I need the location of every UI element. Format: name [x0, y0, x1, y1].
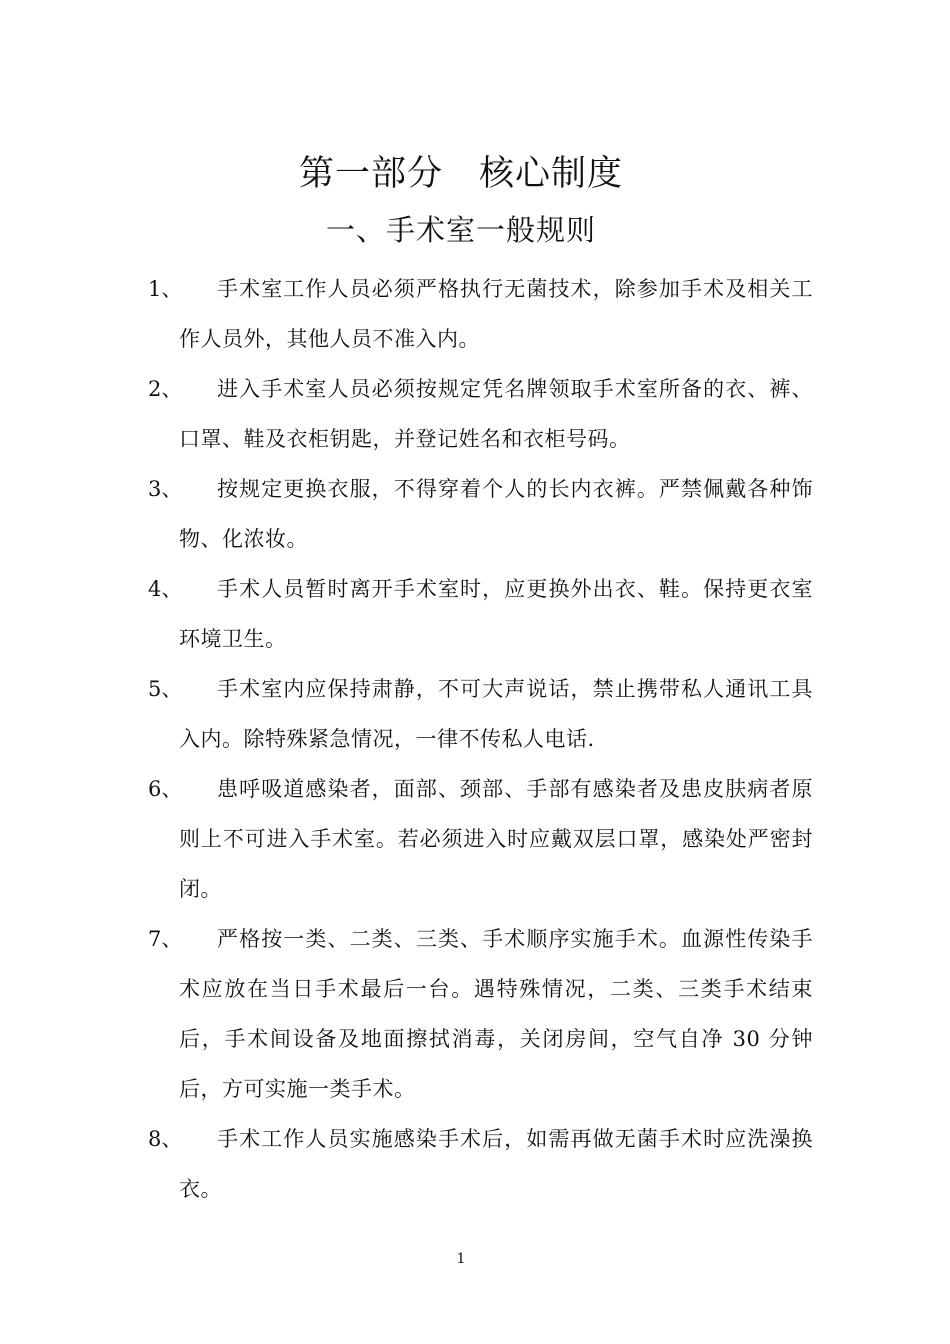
rule-text: 患呼吸道感染者，面部、颈部、手部有感染者及患皮肤病者原则上不可进入手术室。若必须进入时应戴双层口罩，感染处严密封闭。: [179, 777, 813, 901]
rule-item-6: [148, 764, 813, 914]
page-number: 1: [456, 1251, 466, 1267]
rule-item-1: [148, 264, 813, 364]
rule-number: 8、: [148, 1127, 183, 1151]
rule-text: 手术室内应保持肃静，不可大声说话，禁止携带私人通讯工具入内。除特殊紧急情况，一律不传私人电话.: [179, 677, 813, 751]
rules-list: [148, 264, 813, 1214]
rule-text: 手术工作人员实施感染手术后，如需再做无菌手术时应洗澡换衣。: [179, 1127, 813, 1201]
rule-item-7: [148, 914, 813, 1114]
section-heading: 一、手术室一般规则: [325, 213, 596, 247]
rule-text: 手术室工作人员必须严格执行无菌技术，除参加手术及相关工作人员外，其他人员不准入内。: [179, 277, 813, 351]
rule-item-3: [148, 464, 813, 564]
rule-number: 7、: [148, 927, 183, 951]
rule-number: 1、: [148, 277, 183, 301]
rule-number: 4、: [148, 577, 183, 601]
rule-text: 按规定更换衣服，不得穿着个人的长内衣裤。严禁佩戴各种饰物、化浓妆。: [179, 477, 813, 551]
rule-item-4: [148, 564, 813, 664]
rule-item-5: [148, 664, 813, 764]
rule-item-2: [148, 364, 813, 464]
page-title: 第一部分 核心制度: [298, 154, 623, 194]
rule-text: 手术人员暂时离开手术室时，应更换外出衣、鞋。保持更衣室环境卫生。: [179, 577, 813, 651]
rule-number: 5、: [148, 677, 183, 701]
rule-number: 6、: [148, 777, 183, 801]
rule-number: 2、: [148, 377, 183, 401]
rule-text: 严格按一类、二类、三类、手术顺序实施手术。血源性传染手术应放在当日手术最后一台。遇特殊情况，二类、三类手术结束后，手术间设备及地面擦拭消毒，关闭房间，空气自净 30 分钟后，方可实施一类手术。: [179, 927, 813, 1101]
rule-item-8: [148, 1114, 813, 1214]
rule-text: 进入手术室人员必须按规定凭名牌领取手术室所备的衣、裤、口罩、鞋及衣柜钥匙，并登记姓名和衣柜号码。: [179, 377, 813, 451]
rule-number: 3、: [148, 477, 183, 501]
